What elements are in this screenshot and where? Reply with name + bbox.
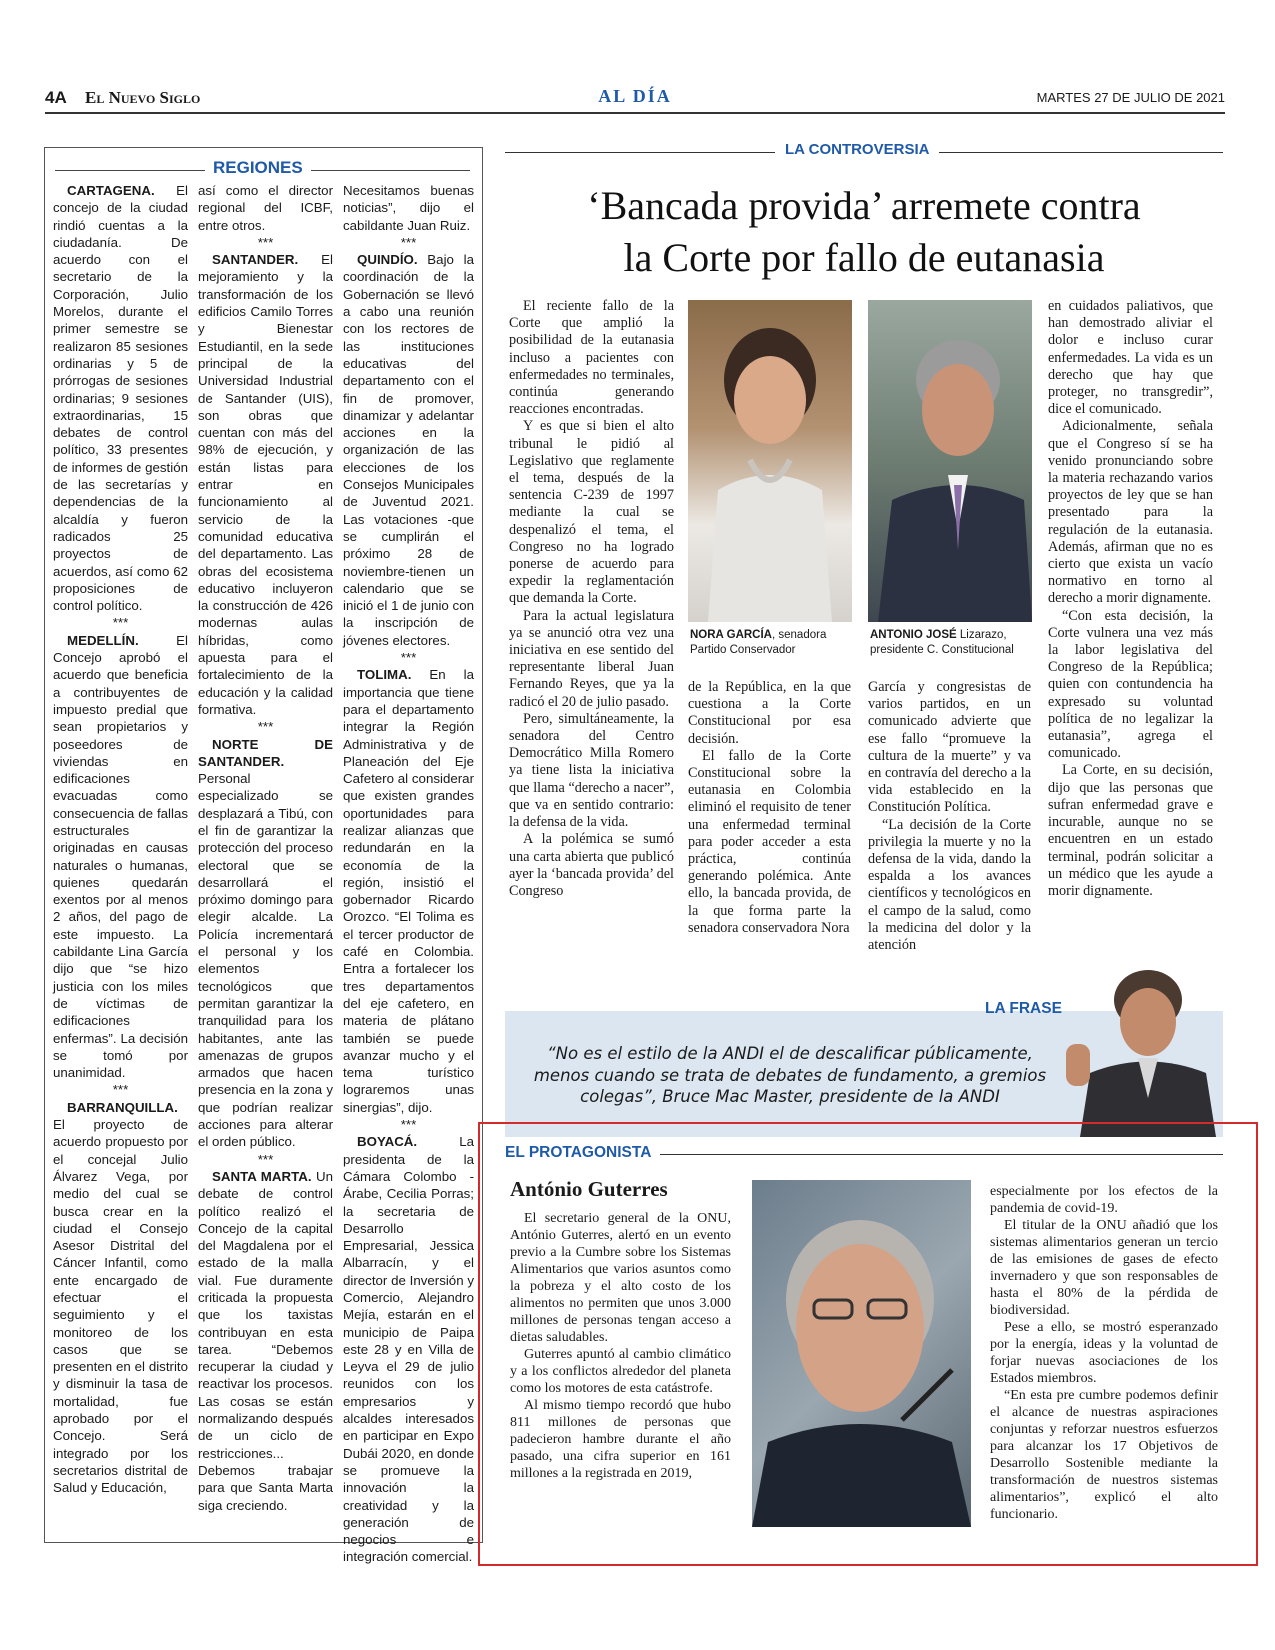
caption-role: , senadora — [772, 629, 827, 641]
photo-antonio-guterres — [752, 1180, 971, 1527]
issue-date: MARTES 27 DE JULIO DE 2021 — [1036, 90, 1225, 105]
city-santa-marta: SANTA MARTA. — [212, 1168, 312, 1184]
article-headline — [505, 180, 1223, 284]
photo-nora-garcia — [688, 300, 852, 622]
regiones-text: En la importancia que tiene para el departamento integrar la Región Administrativa y de Planeación del Eje Cafetero al considerar que existen grandes oportunidades para realizar alianzas que redundarán en la economía de la región, insistió el gobernador Ricardo Orozco. “El Tolima es el tercer productor de café en Colombia. Entra a fortalecer los tres departamentos del eje cafetero, en materia de plátano también se puede avanzar mucho y el tema turístico lograremos unas sinergias”, dijo. — [343, 667, 474, 1115]
caption-role: Lizarazo, — [956, 629, 1007, 641]
regiones-text: La presidenta de la Cámara Colombo - Árabe, Cecilia Porras; la secretaria de Desarrollo Empresarial, Jessica Albarracín, y el director de Inversión y Comercio, Alejandro Mejía, estarán en el municipio de Paipa este 28 y en Villa de Leyva el 29 de julio reunidos con los empresarios y alcaldes interesados en participar en Expo Dubái 2020, en donde se promueve la innovación la creatividad y la generación de negocios e integración comercial. — [343, 1134, 474, 1565]
regiones-text: El proyecto de acuerdo propuesto por el concejal Julio Álvarez Vega, por medio del cual se busca crear en la ciudad el Consejo Asesor Distrital del Cáncer Infantil, como ente encargado de efectuar el seguimiento y el monitoreo de los casos que se presenten en el distrito y disminuir la tasa de mortalidad, fue aprobado por el Concejo. Será integrado por los secretarios distrital de Salud y Educación, — [53, 1117, 188, 1496]
la-frase-quote: “No es el estilo de la ANDI el de descalificar públicamente, menos cuando se trata de debates de fundamento, a gremios colegas”, Bruce Mac Master, presidente de la ANDI — [533, 1044, 1047, 1106]
portrait-illustration — [868, 300, 1032, 622]
article-paragraph: El fallo de la Corte Constitucional sobre la eutanasia en Colombia eliminó el requisito de tener una enfermedad terminal para poder acceder a esta práctica, continúa generando polémica. Ante ello, la bancada provida, de la que forma parte la senadora conservadora Nora — [688, 747, 851, 936]
caption-role-line-2: Partido Conservador — [690, 644, 796, 656]
article-paragraph: El reciente fallo de la Corte que amplió la posibilidad de la eutanasia incluso a pacientes con enfermedades no terminales, continúa generando reacciones encontradas. — [509, 298, 674, 418]
regiones-text: Necesitamos buenas noticias”, dijo el cabildante Juan Ruiz. — [343, 183, 474, 233]
article-paragraph: El titular de la ONU añadió que los sistemas alimentarios generan un tercio de las emisiones de gases de efecto invernadero y que son responsables de hasta el 80% de la pérdida de biodiversidad. — [990, 1218, 1218, 1318]
city-cartagena: CARTAGENA. — [67, 183, 155, 198]
separator: *** — [257, 719, 274, 735]
caption-name: NORA GARCÍA — [690, 629, 772, 641]
portrait-illustration — [688, 300, 852, 622]
regiones-text: así como el director regional del ICBF, entre otros. — [198, 183, 333, 233]
article-paragraph: La Corte, en su decisión, dijo que las personas que sufran enfermedad grave e incurable, aunque no se encuentren en un estado terminal, podrán solicitar a un médico que les ayude a morir dignamente. — [1048, 762, 1213, 899]
city-tolima: TOLIMA. — [357, 667, 412, 683]
article-paragraph: en cuidados paliativos, que han demostrado aliviar el dolor e incluso curar enfermedades. La vida es un derecho que hay que proteger, no transgredir”, dice el comunicado. — [1048, 298, 1213, 418]
separator: *** — [112, 1082, 129, 1098]
city-medellin: MEDELLÍN. — [67, 632, 139, 648]
newspaper-name: El Nuevo Siglo — [85, 88, 201, 107]
regiones-title: REGIONES — [205, 158, 311, 178]
article-column-1 — [509, 298, 674, 978]
regiones-text: El mejoramiento y la transformación de los edificios Camilo Torres y Bienestar Estudiantil, en la sede principal de la Universidad Industrial de Santander (UIS), son obras que cuentan con más del 98% de ejecución, y están listas para entrar en funcionamiento al servicio de la comunidad educativa del departamento. Las obras del ecosistema educativo incluyeron la construcción de 426 modernas aulas híbridas, como apuesta para el fortalecimiento de la educación y la calidad formativa. — [198, 252, 333, 717]
headline-line-1: ‘Bancada provida’ arremete contra — [587, 183, 1141, 228]
la-frase-title: LA FRASE — [985, 1000, 1062, 1017]
article-paragraph: de la República, en la que cuestiona a la Corte Constitucional por esa decisión. — [688, 679, 851, 747]
photo-caption-nora — [690, 628, 860, 658]
protagonista-kicker: EL PROTAGONISTA — [505, 1144, 652, 1161]
separator: *** — [257, 1151, 274, 1167]
regiones-text: El Concejo aprobó el acuerdo que beneficia a contribuyentes de impuesto predial que sean propietarios y poseedores de viviendas en edificaciones evacuadas como consecuencia de fallas estructurales originadas en causas naturales o humanas, quienes quedarán exentos por al menos 2 años, del pago de este impuesto. La cabildante Lina García dijo que “se hizo justicia con los miles de víctimas de edificaciones enfermas”. La decisión se tomó por unanimidad. — [53, 632, 188, 1081]
page-number: 4A — [45, 88, 67, 107]
city-norte-de-santander: NORTE DE SANTANDER. — [198, 736, 333, 769]
article-paragraph: Al mismo tiempo recordó que hubo 811 millones de personas que padecieron hambre durante el año pasado, una cifra superior en 161 millones a la registrada en 2019, — [510, 1398, 731, 1481]
city-santander: SANTANDER. — [212, 252, 299, 268]
regiones-text: Personal especializado se desplazará a Tibú, con el fin de garantizar la protección del proceso electoral que se desarrollará el próximo domingo para elegir alcalde. La Policía incrementará el personal y los elementos tecnológicos que permitan garantizar la tranquilidad para los habitantes, ante las amenazas de grupos armados que hacen presencia en la zona y que podrían realizar acciones para alterar el orden público. — [198, 771, 333, 1150]
section-name: AL DÍA — [598, 86, 672, 106]
portrait-illustration — [752, 1180, 971, 1527]
article-paragraph: Para la actual legislatura ya se anunció otra vez una iniciativa en ese sentido del representante liberal Juan Fernando Reyes, que ya la radicó el 20 de julio pasado. — [509, 607, 674, 710]
masthead — [45, 86, 1225, 110]
article-paragraph: Adicionalmente, señala que el Congreso sí se ha venido pronunciando sobre la materia rechazando varios proyectos de ley que se han presentado para la regulación de la eutanasia. Además, afirman que no es cierto que exista un vacío normativo en torno al derecho a morir dignamente. — [1048, 418, 1213, 607]
city-quindio: QUINDÍO. — [357, 252, 418, 268]
regiones-column-1 — [53, 182, 188, 1534]
masthead-rule — [45, 112, 1225, 114]
article-paragraph: A la polémica se sumó una carta abierta que publicó ayer la ‘bancada provida’ del Congreso — [509, 831, 674, 899]
article-paragraph: “Con esta decisión, la Corte vulnera una vez más la labor legislativa del Congreso de la República; quien con contundencia ha expresado su voluntad política de no legalizar la eutanasia”, agrega el comunicado. — [1048, 607, 1213, 762]
protagonista-column-2 — [990, 1183, 1218, 1543]
city-boyaca: BOYACÁ. — [357, 1134, 418, 1150]
article-paragraph: “En esta pre cumbre podemos definir el alcance de nuestras aspiraciones conjuntas y reforzar nuestros esfuerzos para alcanzar los 17 Objetivos de Desarrollo Sostenible mediante la transformación de nuestros sistemas alimentarios”, explicó el alto funcionario. — [990, 1388, 1218, 1522]
caption-role-line-2: presidente C. Constitucional — [870, 644, 1014, 656]
article-paragraph: Pero, simultáneamente, la senadora del Centro Democrático Milla Romero ya tiene lista la iniciativa que llama “derecho a nacer”, que va en sentido contrario: la defensa de la vida. — [509, 710, 674, 831]
separator: *** — [112, 615, 129, 631]
article-column-2 — [688, 679, 851, 979]
city-barranquilla: BARRANQUILLA. — [67, 1099, 178, 1115]
regiones-text: El concejo de la ciudad rindió cuentas a la ciudadanía. De acuerdo con el secretario de la Corporación, Julio Morelos, durante el primer semestre se realizaron 85 sesiones ordinarias y 5 de prórrogas de sesiones ordinarias; 9 sesiones extraordinarias, 15 debates de control político, 33 presentes de informes de gestión de las secretarías y dependencias de la alcaldía y fueron radicados 25 proyectos de acuerdos, así como 62 proposiciones de control político. — [53, 183, 188, 614]
regiones-text: Bajo la coordinación de la Gobernación se llevó a cabo una reunión con los rectores de las instituciones educativas del departamento con el fin de promover, dinamizar y adelantar acciones en la organización de las elecciones de los Consejos Municipales de Juventud 2021. Las votaciones -que se cumplirán el próximo 28 de noviembre-tienen un calendario que se inició el 1 de junio con la inscripción de jóvenes electores. — [343, 252, 474, 648]
separator: *** — [400, 650, 417, 666]
article-paragraph: especialmente por los efectos de la pandemia de covid-19. — [990, 1184, 1218, 1216]
headline-line-2: la Corte por fallo de eutanasia — [623, 235, 1105, 280]
photo-bruce-mac-master — [1060, 958, 1223, 1137]
protagonista-name: António Guterres — [510, 1177, 668, 1201]
protagonista-column-1 — [510, 1210, 731, 1550]
article-paragraph: El secretario general de la ONU, António Guterres, alertó en un evento previo a la Cumbre sobre los Sistemas Alimentarios que varios asuntos como la pobreza y el alto costo de los alimentos no permiten que unos 3.000 millones de personas tengan acceso a dietas saludables. — [510, 1211, 731, 1345]
regiones-box — [44, 147, 483, 1565]
separator: *** — [400, 1117, 417, 1133]
article-paragraph: Guterres apuntó al cambio climático y a los conflictos alrededor del planeta como los motores de esta catástrofe. — [510, 1347, 731, 1396]
photo-caption-lizarazo — [870, 628, 1046, 658]
separator: *** — [400, 234, 417, 250]
portrait-illustration — [1060, 958, 1223, 1137]
article-column-4 — [1048, 298, 1213, 978]
article-column-3 — [868, 679, 1031, 979]
separator: *** — [257, 234, 274, 250]
regiones-text: Un debate de control político realizó el Concejo de la capital del Magdalena por el estado de la malla vial. Fue duramente criticada la propuesta que los taxistas contribuyan en esta tarea. “Debemos recuperar la ciudad y reactivar los procesos. Las cosas se están normalizando después de un ciclo de restricciones... Debemos trabajar para que Santa Marta siga creciendo. — [198, 1168, 333, 1513]
article-paragraph: Y es que si bien el alto tribunal le pidió al Legislativo que reglamente el tema, después de la sentencia C-239 de 1997 mediante la cual se despenalizó el tema, el Congreso no ha logrado ponerse de acuerdo para expedir la reglamentación que demanda la Corte. — [509, 418, 674, 607]
regiones-column-2 — [198, 182, 333, 1534]
protagonista-rule — [660, 1154, 1223, 1155]
regiones-column-3 — [343, 182, 474, 1565]
article-kicker: LA CONTROVERSIA — [775, 141, 939, 158]
caption-name: ANTONIO JOSÉ — [870, 629, 957, 641]
article-paragraph: García y congresistas de varios partidos, en un comunicado advierte que ese fallo “promueve la cultura de la muerte” y va en contravía del derecho a la vida establecido en la Constitución Política. — [868, 679, 1031, 816]
article-paragraph: Pese a ello, se mostró esperanzado por la energía, ideas y la voluntad de forjar nuevas asociaciones de los Estados miembros. — [990, 1320, 1218, 1386]
photo-antonio-jose-lizarazo — [868, 300, 1032, 622]
article-paragraph: “La decisión de la Corte privilegia la muerte y no la defensa de la vida, dando la espalda a los avances científicos y tecnológicos en el campo de la salud, como la medicina del dolor y la atención — [868, 816, 1031, 954]
